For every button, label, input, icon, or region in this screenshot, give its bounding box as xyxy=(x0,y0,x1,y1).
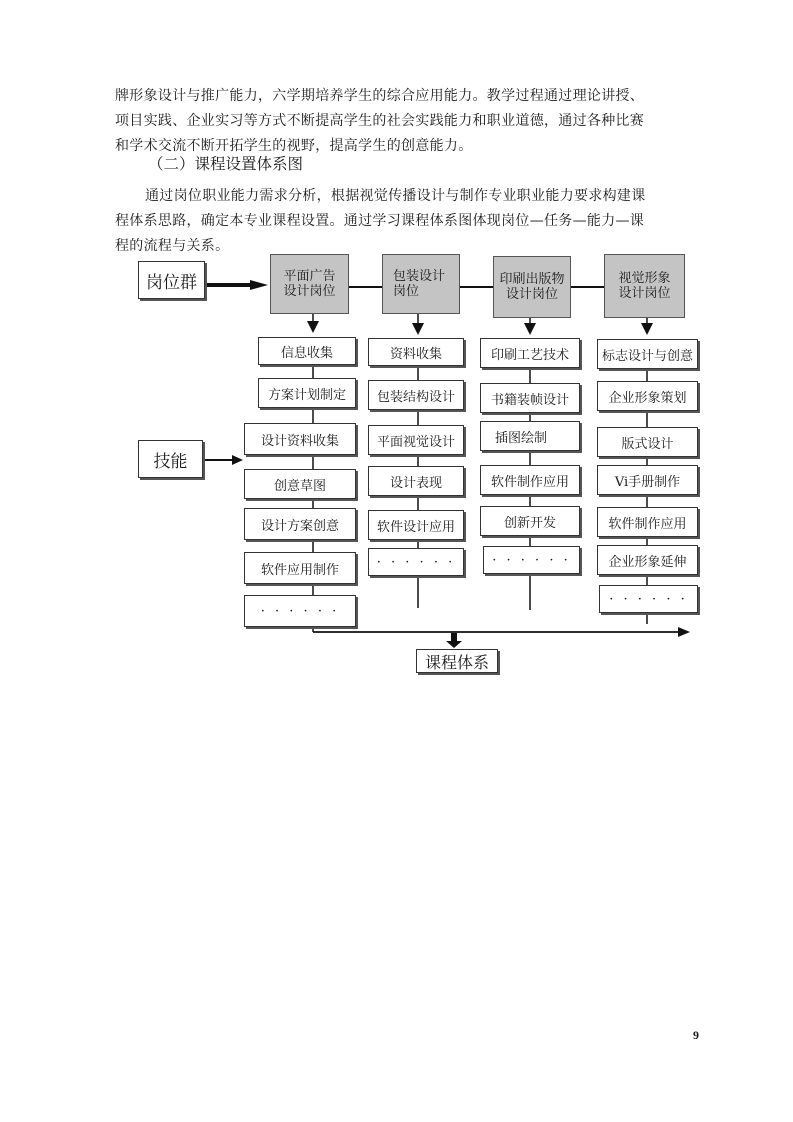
post-group-arrow xyxy=(206,280,268,290)
paragraph-2-line-1: 通过岗位职业能力需求分析，根据视觉传播设计与制作专业职业能力要求构建课 xyxy=(145,188,646,204)
skill-item: 设计资料收集 xyxy=(244,423,356,455)
skill-item: 创意草图 xyxy=(244,469,356,499)
header-packaging-design xyxy=(382,254,460,314)
header-line: 设计岗位 xyxy=(618,286,671,301)
header-visual-identity-design xyxy=(604,254,685,318)
skill-item: 信息收集 xyxy=(258,337,356,365)
header-line: 印刷出版物 xyxy=(499,272,565,287)
skill-item: 设计方案创意 xyxy=(244,508,356,540)
header-print-ad-design xyxy=(270,254,349,314)
skill-arrow-head xyxy=(232,455,243,465)
skill-item: 软件制作应用 xyxy=(597,507,698,537)
skill-item: 方案计划制定 xyxy=(258,378,356,408)
skill-item: 企业形象延伸 xyxy=(597,545,698,575)
skill-item: 标志设计与创意 xyxy=(597,339,698,369)
section-heading: （二）课程设置体系图 xyxy=(148,155,304,173)
skill-item: 软件制作应用 xyxy=(480,465,580,495)
skill-item: 插图绘制 xyxy=(480,421,580,451)
post-group-label: 岗位群 xyxy=(138,261,205,299)
skill-item-ellipsis: · · · · · · xyxy=(368,548,464,576)
skill-item: 包装结构设计 xyxy=(368,380,464,410)
bottom-arrow-head xyxy=(678,627,690,637)
paragraph-1-line-2: 项目实践、企业实习等方式不断提高学生的社会实践能力和职业道德，通过各种比赛 xyxy=(115,113,645,129)
header-line: 设计岗位 xyxy=(283,284,336,299)
header-line: 设计岗位 xyxy=(505,287,558,302)
paragraph-2-line-2: 程体系思路，确定本专业课程设置。通过学习课程体系图体现岗位—任务—能力—课 xyxy=(115,213,645,229)
skill-item: 版式设计 xyxy=(597,427,698,457)
paragraph-2-line-3: 程的流程与关系。 xyxy=(115,238,230,254)
skill-item: 创新开发 xyxy=(480,506,580,536)
skill-label: 技能 xyxy=(138,440,203,478)
paragraph-1-line-1: 牌形象设计与推广能力，六学期培养学生的综合应用能力。教学过程通过理论讲授、 xyxy=(115,88,645,104)
skill-item: 平面视觉设计 xyxy=(368,425,464,455)
skill-item: 企业形象策划 xyxy=(597,381,698,411)
course-down-head xyxy=(446,641,462,648)
paragraph-1-line-3: 和学术交流不断开拓学生的视野，提高学生的创意能力。 xyxy=(115,138,473,154)
course-system-label: 课程体系 xyxy=(416,649,498,673)
skill-item-ellipsis: · · · · · · xyxy=(599,585,698,613)
header-line: 视觉形象 xyxy=(618,271,671,286)
header-line: 岗位 xyxy=(393,284,420,299)
skill-item: 资料收集 xyxy=(368,338,464,366)
header-print-publication-design xyxy=(493,256,571,318)
skill-item: 印刷工艺技术 xyxy=(480,338,580,368)
page-number: 9 xyxy=(693,1028,699,1042)
skill-item: Vi手册制作 xyxy=(597,465,698,495)
skill-item: 软件应用制作 xyxy=(244,552,356,584)
skill-item: 书籍装帧设计 xyxy=(480,383,580,413)
skill-item-ellipsis: · · · · · · xyxy=(483,546,580,574)
skill-item-ellipsis: · · · · · · xyxy=(244,595,356,627)
header-line: 平面广告 xyxy=(283,269,336,284)
header-line: 包装设计 xyxy=(393,269,446,284)
skill-item: 软件设计应用 xyxy=(368,510,464,540)
skill-item: 设计表现 xyxy=(368,466,464,496)
